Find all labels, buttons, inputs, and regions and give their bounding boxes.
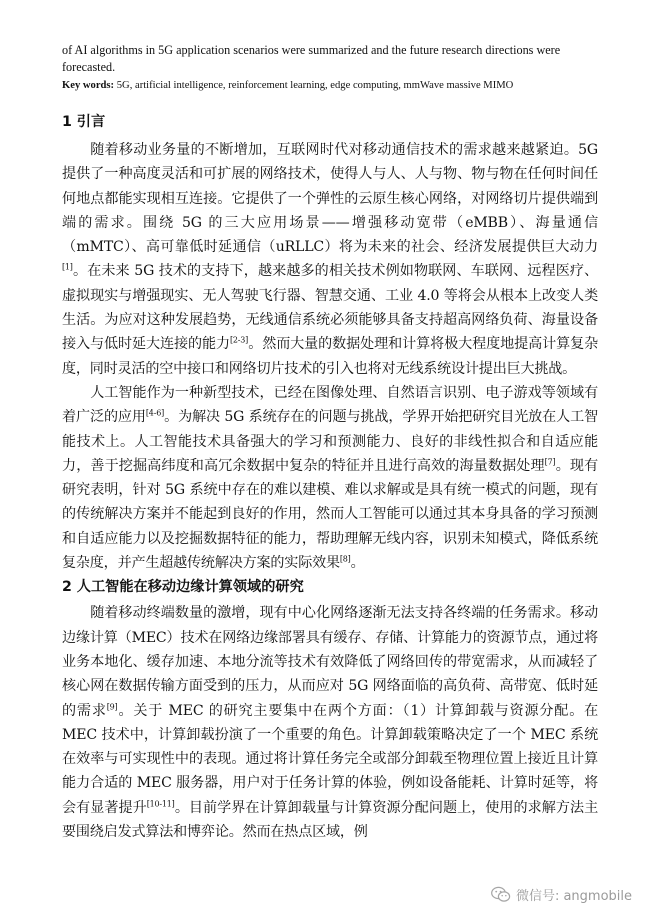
text-run: 随着移动业务量的不断增加，互联网时代对移动通信技术的需求越来越紧迫。5G 提供了一种高度灵活和可扩展的网络技术，使得人与人、人与物、物与物在任何时间任何地点都能实现相互连接。它提供了一个弹性的云原生核心网络，对网络切片提供端到端的需求。围绕 5G 的三大应用场景——增强移动宽带（eMBB）、海量通信（mMTC）、高可靠低时延通信（uRLLC）将为未来的社会、经济发展提供巨大动力: [62, 142, 598, 256]
citation-ref: [4-6]: [145, 408, 165, 418]
text-run: 人工智能作为一种新型技术，已经在图像处理、自然语言识别、电子游戏等领域有着广泛的应用: [62, 384, 598, 426]
text-run: 。: [350, 555, 365, 572]
keywords-line: [62, 78, 598, 94]
section-1-heading: 1 引言: [62, 114, 106, 130]
text-run: 。然而大量的数据处理和计算将极大程度地提高计算复杂度，同时灵活的空中接口和网络切片技术的引入也将对无线系统设计提出巨大挑战。: [62, 336, 598, 377]
text-run: 随着移动终端数量的激增，现有中心化网络逐渐无法支持各终端的任务需求。移动边缘计算（MEC）技术在网络边缘部署具有缓存、存储、计算能力的资源节点，通过将业务本地化、缓存加速、本地分流等技术有效降低了网络回传的带宽需求，从而减轻了核心网在数据传输方面受到的压力，从而应对 5G 网络面临的高负荷、高带宽、低时延的需求: [62, 605, 598, 719]
keywords-label: Key words:: [62, 80, 115, 91]
citation-ref: [7]: [544, 457, 556, 467]
keywords-text: 5G, artificial intelligence, reinforcement learning, edge computing, mmWave massive MIMO: [116, 80, 514, 91]
text-run: 。在未来 5G 技术的支持下，越来越多的相关技术例如物联网、车联网、远程医疗、虚拟现实与增强现实、无人驾驶飞行器、智慧交通、工业 4.0 等将会从根本上改变人类生活。为应对这种发展趋势，无线通信系统必须能够具备支持超高网络负荷、海量设备接入与低时延大连接的能力: [62, 263, 598, 353]
section-2-paragraph-1: [62, 601, 598, 844]
citation-ref: [8]: [339, 554, 351, 564]
section-1-paragraph-2: [62, 381, 598, 575]
text-run: 。关于 MEC 的研究主要集中在两个方面：（1）计算卸载与资源分配。在 MEC 技术中，计算卸载扮演了一个重要的角色。计算卸载策略决定了一个 MEC 系统在效率与可实现性中的表现。通过将计算任务完全或部分卸载至物理位置上接近且计算能力合适的 MEC 服务器，用户对于任务计算的体验，例如设备能耗、计算时延等，将会有显著提升: [62, 702, 598, 816]
text-run: 。为解决 5G 系统存在的问题与挑战，学界开始把研究目光放在人工智能技术上。人工智能技术具备强大的学习和预测能力、良好的非线性拟合和自适应能力，善于挖掘高纬度和高冗余数据中复杂的特征并且进行高效的海量数据处理: [62, 409, 598, 474]
citation-ref: [9]: [106, 701, 118, 711]
citation-ref: [10-11]: [146, 799, 175, 809]
text-run: 。现有研究表明，针对 5G 系统中存在的难以建模、难以求解或是具有统一模式的问题，现有的传统解决方案并不能起到良好的作用，然而人工智能可以通过其本身具备的学习预测和自适应能力以及挖掘数据特征的能力，帮助理解无线内容，识别未知模式，降低系统复杂度，并产生超越传统解决方案的实际效果: [62, 457, 598, 572]
section-2-heading: 2 人工智能在移动边缘计算领域的研究: [62, 579, 304, 596]
wechat-icon: [491, 886, 511, 903]
citation-ref: [1]: [62, 262, 73, 272]
watermark-text: 微信号: angmobile: [515, 889, 632, 904]
watermark: [491, 885, 632, 904]
citation-ref: [2-3]: [229, 335, 249, 345]
text-run: 。目前学界在计算卸载量与计算资源分配问题上，使用的求解方法主要围绕启发式算法和博弈论。然而在热点区域，例: [62, 799, 598, 841]
document-page: [62, 42, 598, 844]
abstract-tail: of AI algorithms in 5G application scenarios were summarized and the future research directions were forecasted.: [62, 43, 561, 74]
section-1-paragraph-1: [62, 138, 598, 381]
